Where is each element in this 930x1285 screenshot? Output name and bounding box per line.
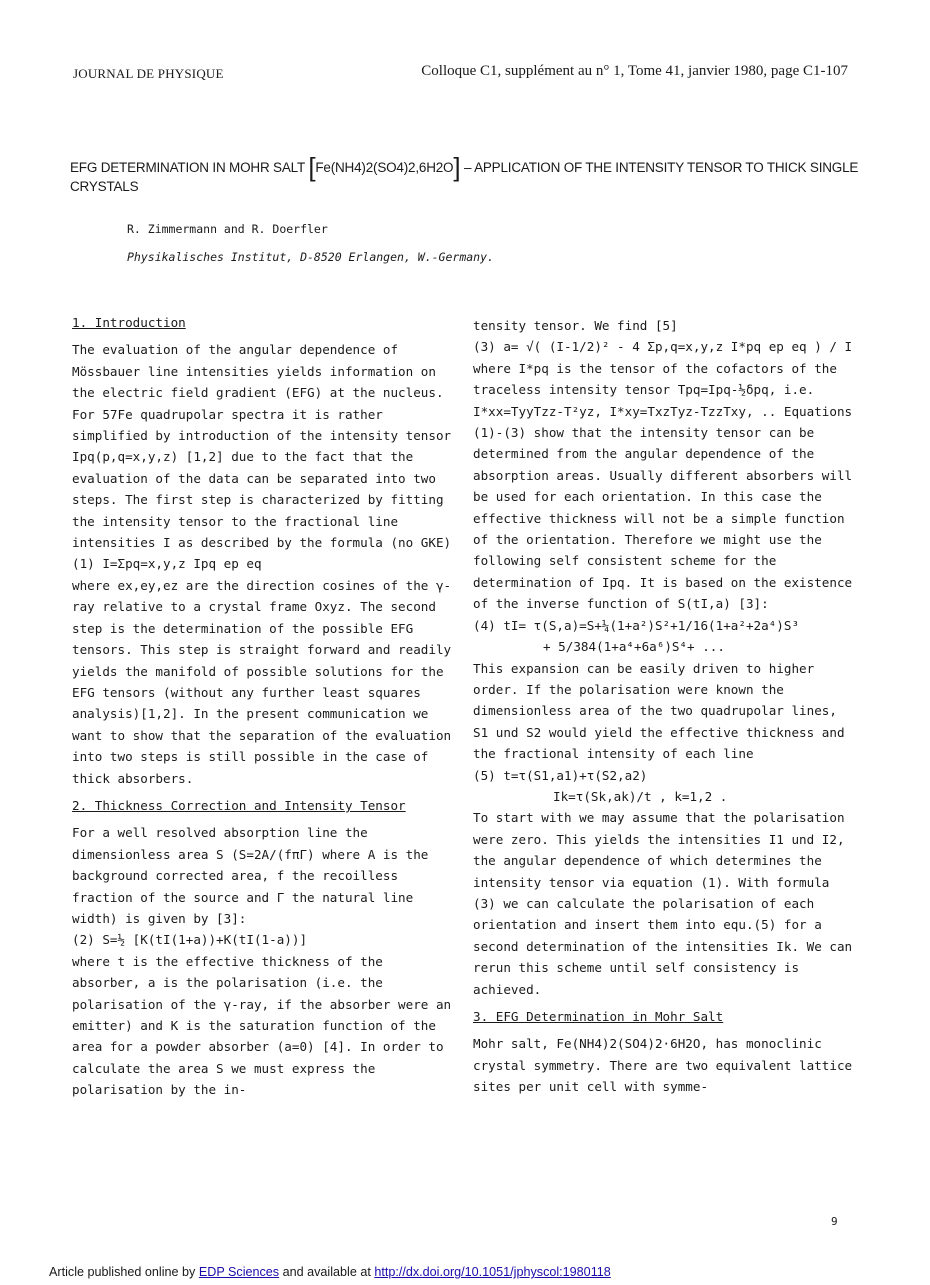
issue-info: Colloque C1, supplément au n° 1, Tome 41, janvier 1980, page C1-107	[421, 63, 848, 79]
footer-middle: and available at	[282, 1265, 371, 1279]
paragraph: tensity tensor. We find [5]	[473, 318, 678, 333]
footer-prefix: Article published online by	[49, 1265, 196, 1279]
title-part2: – APPLICATION OF THE INTENSITY TENSOR TO THICK SINGLE CRYSTALS	[70, 160, 859, 194]
authors: R. Zimmermann and R. Doerfler	[127, 222, 328, 236]
paragraph: The evaluation of the angular dependence of Mössbauer line intensities yields information on the electric field gradient (EFG) at the nucleus. For 57Fe quadrupolar spectra it is rather simplified by introduction of the intensity tensor Ipq(p,q=x,y,z) [1,2] due to the fact that the evaluation of the data can be separated into two steps. The first step is characterized by fitting the intensity tensor to the fractional line intensities I as described by the formula (no GKE)	[72, 342, 452, 551]
publisher-link[interactable]: EDP Sciences	[198, 1265, 280, 1279]
equation-4-continued: + 5/384(1+a⁴+6a⁶)S⁴+ ...	[543, 639, 725, 655]
paragraph: where ex,ey,ez are the direction cosines of the γ-ray relative to a crystal frame Oxyz. The second step is the determination of the possible EFG tensors. This step is straight forward and readily yields the manifold of possible solutions for the EFG tensors (without any further least squares analysis)[1,2]. In the present communication we want to show that the separation of the evaluation into two steps is still possible in the case of thick absorbers.	[72, 577, 452, 786]
equation-1: (1) I=Σpq=x,y,z Ipq ep eq	[72, 556, 262, 572]
title-formula: Fe(NH4)2(SO4)2,6H2O	[315, 160, 454, 175]
paragraph: To start with we may assume that the polarisation were zero. This yields the intensities I1 und I2, the angular dependence of which determines the intensity tensor via equation (1). With formula (3) we can calculate the polarisation of each orientation and insert them into equ.(5) for a second determination of the intensities Ik. We can rerun this scheme until self consistency is achieved.	[473, 810, 853, 997]
section-heading-thickness: 2. Thickness Correction and Intensity Tensor	[72, 797, 406, 813]
affiliation: Physikalisches Institut, D-8520 Erlangen, W.-Germany.	[127, 250, 494, 264]
equation-4: (4) tI= τ(S,a)=S+¼(1+a²)S²+1/16(1+a²+2a⁴)S³	[473, 617, 800, 633]
equation-5-continued: Ik=τ(Sk,ak)/t , k=1,2 .	[553, 788, 728, 804]
equation-5: (5) t=τ(S1,a1)+τ(S2,a2)	[473, 767, 648, 783]
section-heading-introduction: 1. Introduction	[72, 315, 186, 330]
right-column	[473, 315, 858, 1098]
section-heading-mohr-salt: 3. EFG Determination in Mohr Salt	[473, 1009, 724, 1024]
paragraph: Mohr salt, Fe(NH4)2(SO4)2·6H2O, has monoclinic crystal symmetry. There are two equivalent lattice sites per unit cell with symme-	[473, 1036, 853, 1095]
paragraph: This expansion can be easily driven to higher order. If the polarisation were known the dimensionless area of the two quadrupolar lines, S1 und S2 would yield the effective thickness and the fractional intensity of each line	[473, 660, 845, 762]
paragraph: For a well resolved absorption line the dimensionless area S (S=2A/(fπΓ) where A is the background corrected area, f the recoilless fraction of the source and Γ the natural line width) is given by [3]:	[72, 825, 429, 926]
paper-title: EFG DETERMINATION IN MOHR SALT [Fe(NH4)2(SO4)2,6H2O] – APPLICATION OF THE INTENSITY TENSOR TO THICK SINGLE CRYSTALS	[70, 152, 859, 194]
journal-name: JOURNAL DE PHYSIQUE	[73, 66, 224, 81]
left-column	[72, 312, 452, 1101]
title-part1: EFG DETERMINATION IN MOHR SALT	[70, 160, 305, 175]
footer	[49, 1265, 611, 1279]
page-number: 9	[831, 1215, 838, 1228]
equation-2: (2) S=½ [K(tI(1+a))+K(tI(1-a))]	[72, 932, 308, 948]
equation-3: (3) a= √( (I-1/2)² - 4 Σp,q=x,y,z I*pq ep eq ) / I	[473, 339, 853, 355]
doi-link[interactable]: http://dx.doi.org/10.1051/jphyscol:1980118	[374, 1265, 611, 1279]
paragraph: where I*pq is the tensor of the cofactors of the traceless intensity tensor Tpq=Ipq-½δpq, i.e. I*xx=TyyTzz-T²yz, I*xy=TxzTyz-TzzTxy, .. Equations (1)-(3) show that the intensity tensor can be determined from the angular dependence of the absorption areas. Usually different absorbers will be used for each orientation. In this case the effective thickness will not be a simple function of the orientation. Therefore we might use the following self consistent scheme for the determination of Ipq. It is based on the existence of the inverse function of S(tI,a) [3]:	[473, 360, 853, 612]
paragraph: where t is the effective thickness of the absorber, a is the polarisation (i.e. the polarisation of the γ-ray, if the absorber were an emitter) and K is the saturation function of the area for a powder absorber (a=0) [4]. In order to calculate the area S we must express the polarisation by the in-	[72, 953, 452, 1098]
